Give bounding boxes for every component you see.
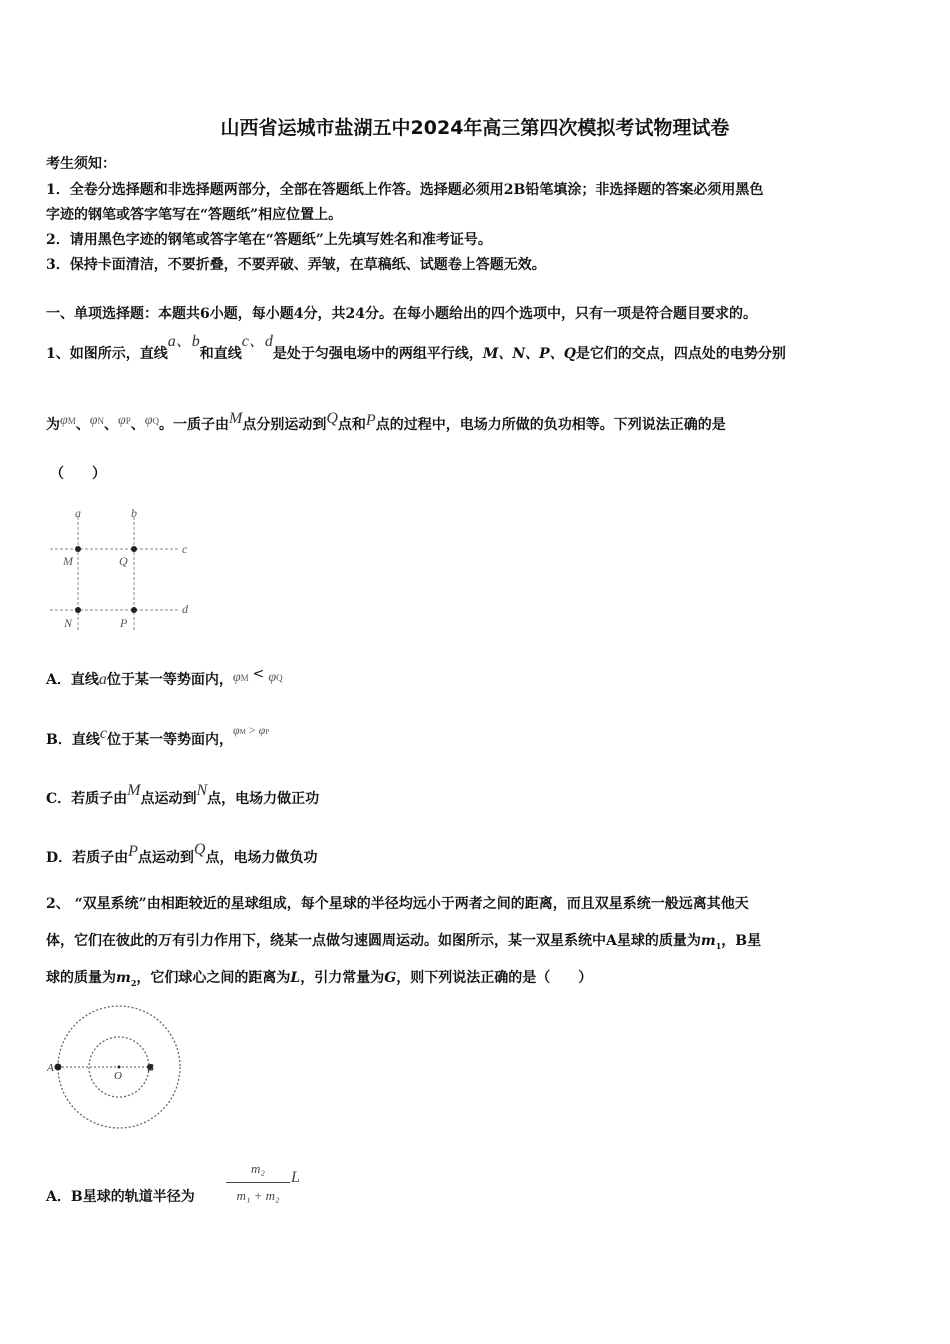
label-N: N — [64, 616, 73, 630]
label-c: c — [182, 542, 188, 556]
q2-L: L — [290, 970, 301, 986]
option-text: B．直线 — [46, 732, 100, 748]
phi-symbol: φ — [232, 670, 241, 685]
q2-text: ，引力常量为 — [300, 970, 385, 986]
q1-option-C — [46, 782, 320, 808]
fraction-bar — [226, 1182, 290, 1183]
page-title: 山西省运城市盐湖五中2024年高三第四次模拟考试物理试卷 — [220, 117, 730, 139]
option-symbol: c — [99, 725, 107, 742]
greater-than-sign: > — [248, 723, 256, 737]
notice-heading: 考生须知： — [46, 156, 116, 172]
separator: 、 — [130, 417, 145, 433]
phi-subscript: N — [97, 416, 105, 426]
phi-subscript: P — [125, 416, 131, 426]
option-symbol: P — [128, 843, 138, 860]
q2-m1: m — [700, 933, 716, 949]
q1-line-1 — [46, 333, 786, 363]
q1-option-A — [46, 666, 283, 689]
label-d: d — [182, 602, 188, 616]
q1-diagram — [44, 505, 204, 633]
notice-line-2: 2．请用黑色字迹的钢笔或答字笔在“答题纸”上先填写姓名和准考证号。 — [46, 232, 492, 248]
phi-symbol: φ — [144, 413, 153, 428]
section-1-heading: 一、单项选择题：本题共6小题，每小题4分，共24分。在每小题给出的四个选项中，只有一项是符合题目要求的。 — [46, 306, 757, 322]
option-text: 点，电场力做正功 — [207, 791, 320, 807]
fraction-numerator: m₂ — [251, 1161, 265, 1176]
label-a: a — [75, 506, 81, 520]
q1-points: M、N、P、Q — [482, 346, 576, 362]
point-M-dot — [75, 546, 81, 552]
option-text: 点运动到 — [137, 850, 194, 866]
q2-m2: m — [116, 970, 131, 986]
q1-text: 为 — [46, 417, 60, 433]
phi-symbol: φ — [268, 670, 277, 685]
q1-line-2 — [46, 410, 726, 434]
label-b: b — [131, 506, 137, 520]
q1-symbol-P: P — [365, 412, 376, 429]
phi-symbol: φ — [232, 723, 240, 737]
q2-text: 球的质量为 — [46, 970, 116, 986]
phi-subscript: Q — [152, 416, 160, 426]
option-symbol: N — [196, 782, 208, 799]
q1-text: 点的过程中，电场力所做的负功相等。下列说法正确的是 — [375, 417, 726, 433]
phi-symbol: φ — [258, 723, 266, 737]
phi-subscript: Q — [276, 673, 283, 683]
point-P-dot — [131, 607, 137, 613]
point-Q-dot — [131, 546, 137, 552]
q2-text: 体，它们在彼此的万有引力作用下，绕某一点做匀速圆周运动。如图所示，某一双星系统中A星球的质量为 — [46, 933, 701, 949]
option-text: 点运动到 — [140, 791, 197, 807]
phi-symbol: φ — [60, 413, 68, 428]
center-O-dot — [118, 1066, 121, 1069]
label-B: B — [147, 1062, 154, 1074]
q1-symbol-cd: c、d — [241, 333, 273, 350]
q2-line-2 — [46, 930, 761, 951]
fraction-L: L — [291, 1169, 300, 1186]
q1-symbol-ab: a、b — [167, 333, 200, 350]
q2-line-1: 2、 “双星系统”由相距较近的星球组成，每个星球的半径均远小于两者之间的距离，而且双星系统一般远离其他天 — [46, 896, 749, 912]
notice-line-1b: 字迹的钢笔或答字笔写在“答题纸”相应位置上。 — [46, 207, 343, 223]
q1-text: 和直线 — [199, 346, 242, 362]
q1-symbol-M: M — [229, 410, 243, 427]
option-text: D．若质子由 — [46, 850, 129, 866]
q2-G: G — [384, 970, 397, 986]
q1-text: 点分别运动到 — [242, 417, 327, 433]
separator: 、 — [104, 417, 119, 433]
option-symbol: Q — [193, 841, 206, 858]
separator: 、 — [75, 417, 90, 433]
phi-subscript: M — [239, 728, 246, 736]
option-text: 位于某一等势面内， — [106, 732, 233, 748]
phi-subscript: M — [67, 416, 76, 426]
star-A-dot — [55, 1064, 62, 1071]
q2-diagram — [44, 1000, 194, 1138]
q1-text: 是处于匀强电场中的两组平行线， — [272, 346, 483, 362]
q2-m1-subscript: 1 — [715, 940, 722, 951]
option-text: C．若质子由 — [46, 791, 128, 807]
q2-text: ，B星 — [721, 933, 762, 949]
option-text: 点，电场力做负功 — [205, 850, 318, 866]
label-A: A — [47, 1062, 54, 1074]
label-O: O — [114, 1070, 122, 1082]
option-text: 位于某一等势面内， — [106, 672, 233, 688]
option-symbol: M — [127, 782, 141, 799]
q1-text: 1、如图所示，直线 — [46, 346, 168, 362]
q1-text: 是它们的交点，四点处的电势分别 — [575, 346, 786, 362]
fraction-denominator: m₁ + m₂ — [236, 1188, 280, 1203]
label-P: P — [120, 616, 128, 630]
phi-subscript: M — [240, 673, 249, 683]
q1-answer-bracket: （ ） — [50, 466, 106, 482]
q2-text: ，它们球心之间的距离为 — [136, 970, 291, 986]
q1-text: 。一质子由 — [159, 417, 230, 433]
notice-line-1a: 1．全卷分选择题和非选择题两部分，全部在答题纸上作答。选择题必须用2B铅笔填涂；非选择题的答案必须用黑色 — [46, 182, 764, 198]
q2-line-3 — [46, 967, 592, 988]
q1-option-D — [46, 841, 318, 867]
q2-m2-subscript: 2 — [130, 977, 137, 988]
phi-symbol: φ — [118, 413, 126, 428]
q1-text: 点和 — [337, 417, 366, 433]
phi-subscript: P — [265, 728, 270, 736]
label-Q: Q — [119, 554, 128, 568]
q1-symbol-Q: Q — [326, 410, 338, 427]
q2-option-A: A．B星球的轨道半径为 — [46, 1189, 195, 1205]
point-N-dot — [75, 607, 81, 613]
option-text: A．直线 — [46, 672, 99, 688]
phi-symbol: φ — [89, 413, 98, 428]
notice-line-3: 3．保持卡面清洁，不要折叠，不要弄破、弄皱，在草稿纸、试题卷上答题无效。 — [46, 257, 546, 273]
q1-option-B — [46, 723, 270, 749]
q2-text: ，则下列说法正确的是（ ） — [396, 970, 593, 986]
less-than-sign: < — [252, 666, 265, 682]
label-M: M — [63, 554, 73, 568]
option-symbol: a — [98, 671, 107, 688]
